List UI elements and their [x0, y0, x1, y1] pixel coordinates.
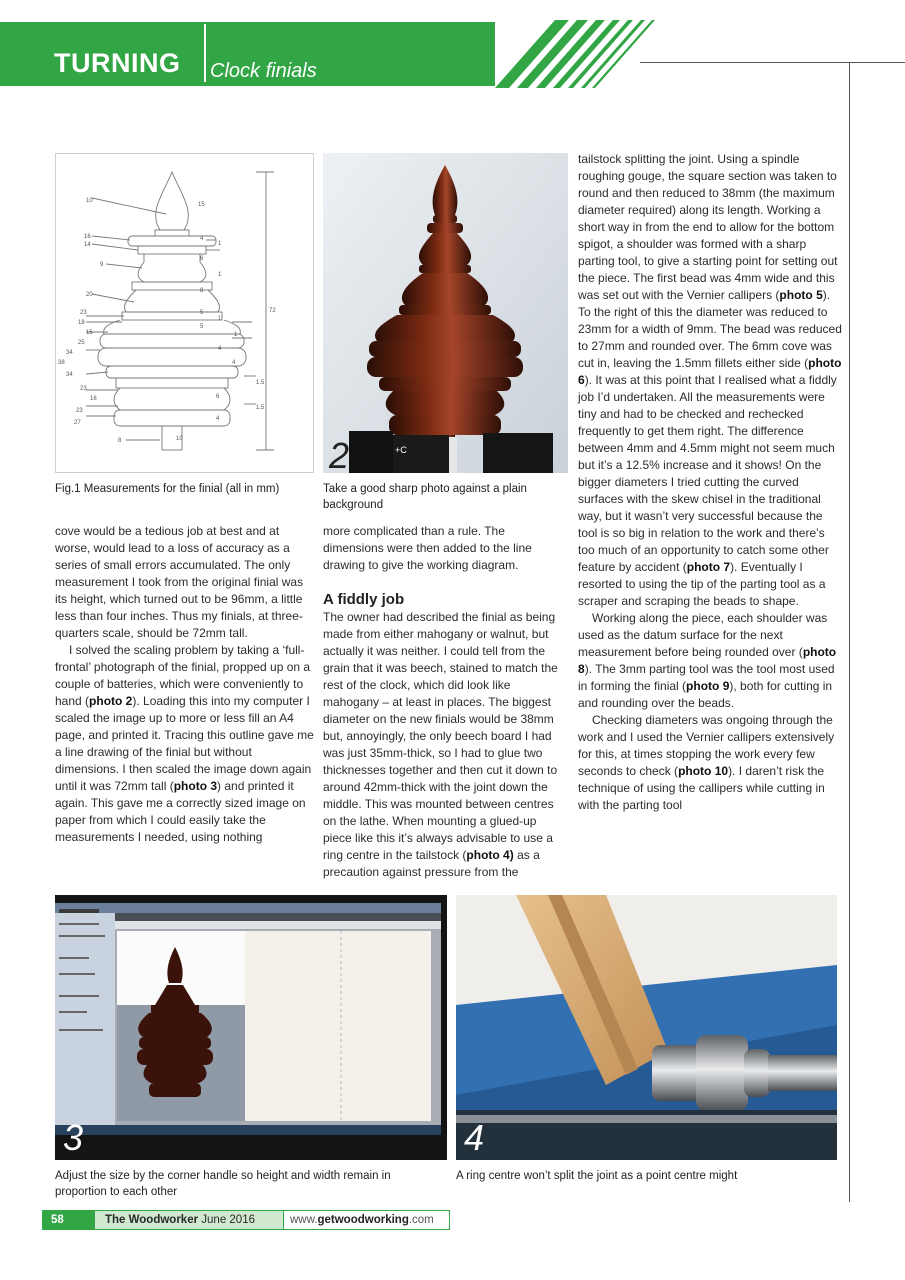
header-rule: [640, 62, 905, 63]
paragraph: more complicated than a rule. The dimensions were then added to the line drawing to give the working diagram.: [323, 524, 532, 572]
photo-4-caption: A ring centre won’t split the joint as a point centre might: [456, 1170, 738, 1182]
photo-4-number: 4: [464, 1117, 485, 1158]
column-3: [578, 151, 844, 814]
fig1-label: 18: [78, 320, 85, 326]
fig1-label: 16: [84, 234, 91, 240]
fig1-label: 25: [78, 340, 85, 346]
fig1-label: 34: [66, 350, 73, 356]
fig1-label: 14: [84, 242, 91, 248]
fig1-label: 16: [90, 396, 97, 402]
paragraph: Checking diameters was ongoing through the work and I used the Vernier callipers extensively for this, at times stopping the work every few seconds to check (photo 10). I daren’t risk the technique of using the callipers while cutting in with the parting tool: [578, 713, 835, 812]
header-divider: [204, 24, 206, 82]
column-1: [55, 523, 314, 846]
page-number: 58: [43, 1211, 95, 1229]
fig1-label: 1: [234, 332, 238, 338]
paragraph: cove would be a tedious job at best and at worse, would lead to a loss of accuracy as a series of small errors accumulated. The only measurement I took from the original finial was its height, which turned out to be 96mm, a little less than four inches. Thus my finials, at three-quarters scale, should be 72mm tall.: [55, 524, 304, 640]
fig1-label: 15: [198, 202, 205, 208]
fig1-label: 34: [66, 372, 73, 378]
fig1-label: 1: [218, 241, 222, 247]
fig1-label: 1: [218, 316, 222, 322]
side-rule: [849, 62, 850, 1202]
paragraph: tailstock splitting the joint. Using a spindle roughing gouge, the square section was taken to round and then reduced to 38mm (the maximum diameter required) along its length. Working a short way in from the end to allow for the bottom spigot, a shoulder was formed with a sharp parting tool, to give a starting point for setting out the piece. The first bead was 4mm wide and this was set out with the Vernier callipers (photo 5). To the right of this the diameter was reduced to 23mm for a width of 9mm. The bead was reduced to 27mm and rounded over. The 6mm cove was cut in, leaving the 1.5mm fillets either side (photo 6). It was at this point that I realised what a fiddly job I’d undertaken. All the measurements were tiny and had to be checked and rechecked frequently to get them right. The difference between 4mm and 4.5mm might not seem much but it’s a 12.5% increase and it shows! On the bigger diameters I tried cutting the curved surfaces with the skew chisel in the traditional way, but it wasn’t very successful because the tool is so big in relation to the work and there’s too much of an opportunity to catch some other feature by accident (photo 7). Eventually I resorted to using the tip of the parting tool as a scraper and scraping the beads to shape.: [578, 152, 842, 608]
paragraph: The owner had described the finial as being made from either mahogany or walnut, but actually it was neither. I could tell from the grain that it was beech, stained to match the rest of the clock, which did look like mahogany – at least in places. The biggest diameter on the new finials would be 38mm but, annoyingly, the only beech board I had was just 35mm-thick, so I had to glue two thicknesses together and then cut it down to around 42mm-thick with the joint down the middle. This was mounted between centres on the lathe. When mounting a glued-up piece like this it’s always advisable to use a ring centre in the tailstock (photo 4) as a precaution against pressure from the: [323, 610, 558, 879]
header-stripes: [495, 20, 675, 88]
fig1-label: 38: [58, 360, 65, 366]
fig1-label: 5: [200, 324, 204, 330]
fig1-label: 6: [216, 394, 220, 400]
fig1-label: 8: [200, 288, 204, 294]
photo-3-number: 3: [63, 1117, 84, 1158]
fig1-label: 1.5: [256, 380, 265, 386]
paragraph: I solved the scaling problem by taking a ‘full-frontal’ photograph of the finial, propped up on a couple of batteries, which were conveniently to hand (photo 2). Loading this into my computer I scaled the image up to more or less fill an A4 page, and printed it. Tracing this outline gave me a line drawing of the finial but without dimensions. I then scaled the image down again until it was 72mm tall (photo 3) and printed it again. This gave me a correctly sized image on paper from which I could easily take the measurements I needed, using nothing: [55, 643, 314, 844]
fig1-label: 10: [86, 198, 93, 204]
fig1-label: 6: [200, 256, 204, 262]
column-2: [323, 523, 568, 881]
fig1-label: 9: [100, 262, 104, 268]
photo-2-number: 2: [329, 435, 350, 473]
footer: [42, 1210, 450, 1230]
fig1-label: 15: [86, 330, 93, 336]
photo-3-caption: Adjust the size by the corner handle so height and width remain in proportion to each other: [55, 1170, 391, 1198]
battery-label: +C: [395, 445, 407, 455]
paragraph: Working along the piece, each shoulder was used as the datum surface for the next measurement before being rounded over (photo 8). The 3mm parting tool was the tool most used in forming the finial (photo 9), both for cutting in and rounding over the beads.: [578, 611, 837, 710]
subheading: A fiddly job: [323, 591, 405, 608]
photo-4: [456, 895, 837, 1160]
figure-1-caption: Fig.1 Measurements for the finial (all in mm): [55, 483, 280, 495]
fig1-label: 23: [80, 386, 87, 392]
photo-2-caption: Take a good sharp photo against a plain background: [323, 483, 527, 511]
fig1-label: 1: [218, 272, 222, 278]
fig1-label: 4: [216, 416, 220, 422]
photo-3: [55, 895, 447, 1160]
photo-2: [323, 153, 568, 473]
fig1-label: 27: [74, 420, 81, 426]
article-title: Clock finials: [210, 60, 317, 82]
magazine-name: The Woodworker June 2016: [95, 1211, 284, 1229]
fig1-label: 8: [118, 438, 122, 444]
fig1-label: 23: [80, 310, 87, 316]
fig1-label: 10: [176, 436, 183, 442]
fig1-label: 4: [200, 236, 204, 242]
fig1-label: 5: [200, 310, 204, 316]
fig1-label: 1.5: [256, 405, 265, 411]
fig1-label: 4: [232, 360, 236, 366]
fig1-label: 23: [76, 408, 83, 414]
fig1-label: 4: [218, 346, 222, 352]
figure-1-diagram: [55, 153, 314, 473]
fig1-label: 20: [86, 292, 93, 298]
section-title: TURNING: [54, 48, 181, 78]
fig1-label: 72: [269, 308, 276, 314]
website-link[interactable]: www.getwoodworking.com: [290, 1214, 434, 1226]
